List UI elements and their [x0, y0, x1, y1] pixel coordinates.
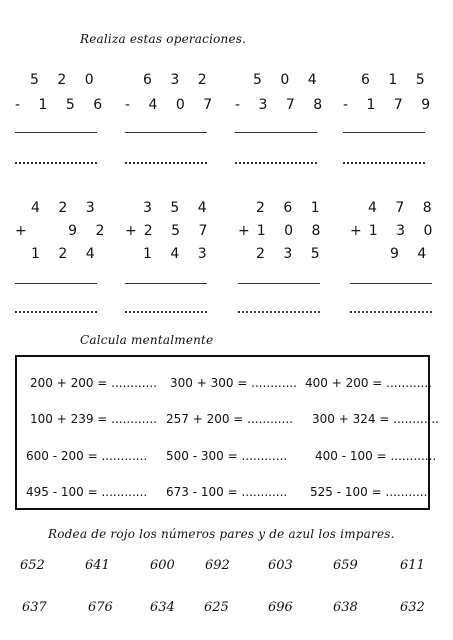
answer-dots: [125, 162, 207, 164]
subtrahend: - 1 5 6: [15, 97, 110, 113]
result-line: [125, 132, 207, 133]
result-line: [238, 283, 320, 284]
subtrahend: - 1 7 9: [343, 97, 438, 113]
instruction-text: Rodea de rojo los números pares y de azul los impares.: [48, 527, 395, 541]
mental-expression: 495 - 100 = ............: [26, 485, 148, 499]
number-item: 625: [204, 600, 229, 615]
number-item: 696: [268, 600, 293, 615]
answer-dots: [343, 162, 425, 164]
subtrahend: - 4 0 7: [125, 97, 220, 113]
number-item: 600: [150, 558, 175, 573]
mental-expression: 500 - 300 = ............: [166, 449, 288, 463]
minuend: 6 3 2: [143, 72, 214, 88]
addend-1: 4 7 8: [368, 200, 439, 216]
mental-expression: 200 + 200 = ............: [30, 376, 157, 390]
addend-2: +2 5 7: [125, 223, 215, 239]
number-item: 641: [85, 558, 110, 573]
minuend: 6 1 5: [361, 72, 432, 88]
result-line: [125, 283, 207, 284]
mental-expression: 400 + 200 = ............: [305, 376, 432, 390]
answer-dots: [125, 311, 207, 313]
minuend: 5 0 4: [253, 72, 324, 88]
number-item: 637: [22, 600, 47, 615]
mental-expression: 525 - 100 = ............: [310, 485, 432, 499]
number-item: 603: [268, 558, 293, 573]
minuend: 5 2 0: [30, 72, 101, 88]
addend-2: +1 0 8: [238, 223, 328, 239]
number-item: 638: [333, 600, 358, 615]
addend-2: + 9 2: [15, 223, 112, 239]
addend-1: 2 6 1: [256, 200, 327, 216]
mental-expression: 400 - 100 = ............: [315, 449, 437, 463]
number-item: 692: [205, 558, 230, 573]
number-item: 632: [400, 600, 425, 615]
subtrahend: - 3 7 8: [235, 97, 330, 113]
number-item: 659: [333, 558, 358, 573]
result-line: [350, 283, 432, 284]
answer-dots: [15, 162, 97, 164]
mental-expression: 673 - 100 = ............: [166, 485, 288, 499]
addend-3: 2 3 5: [256, 246, 327, 262]
result-line: [235, 132, 317, 133]
addend-3: 9 4: [390, 246, 434, 262]
page-title: Realiza estas operaciones.: [80, 32, 247, 46]
addend-2: +1 3 0: [350, 223, 440, 239]
addend-3: 1 2 4: [31, 246, 102, 262]
addend-3: 1 4 3: [143, 246, 214, 262]
result-line: [15, 132, 97, 133]
addend-1: 4 2 3: [31, 200, 102, 216]
number-item: 676: [88, 600, 113, 615]
number-item: 634: [150, 600, 175, 615]
number-item: 611: [400, 558, 425, 573]
mental-expression: 300 + 300 = ............: [170, 376, 297, 390]
answer-dots: [350, 311, 432, 313]
answer-dots: [238, 311, 320, 313]
mental-expression: 257 + 200 = ............: [166, 412, 293, 426]
answer-dots: [15, 311, 97, 313]
number-item: 652: [20, 558, 45, 573]
answer-dots: [235, 162, 317, 164]
result-line: [15, 283, 97, 284]
mental-expression: 600 - 200 = ............: [26, 449, 148, 463]
mental-expression: 300 + 324 = ............: [312, 412, 439, 426]
result-line: [343, 132, 425, 133]
section-subtitle: Calcula mentalmente: [80, 333, 214, 347]
addend-1: 3 5 4: [143, 200, 214, 216]
mental-expression: 100 + 239 = ............: [30, 412, 157, 426]
